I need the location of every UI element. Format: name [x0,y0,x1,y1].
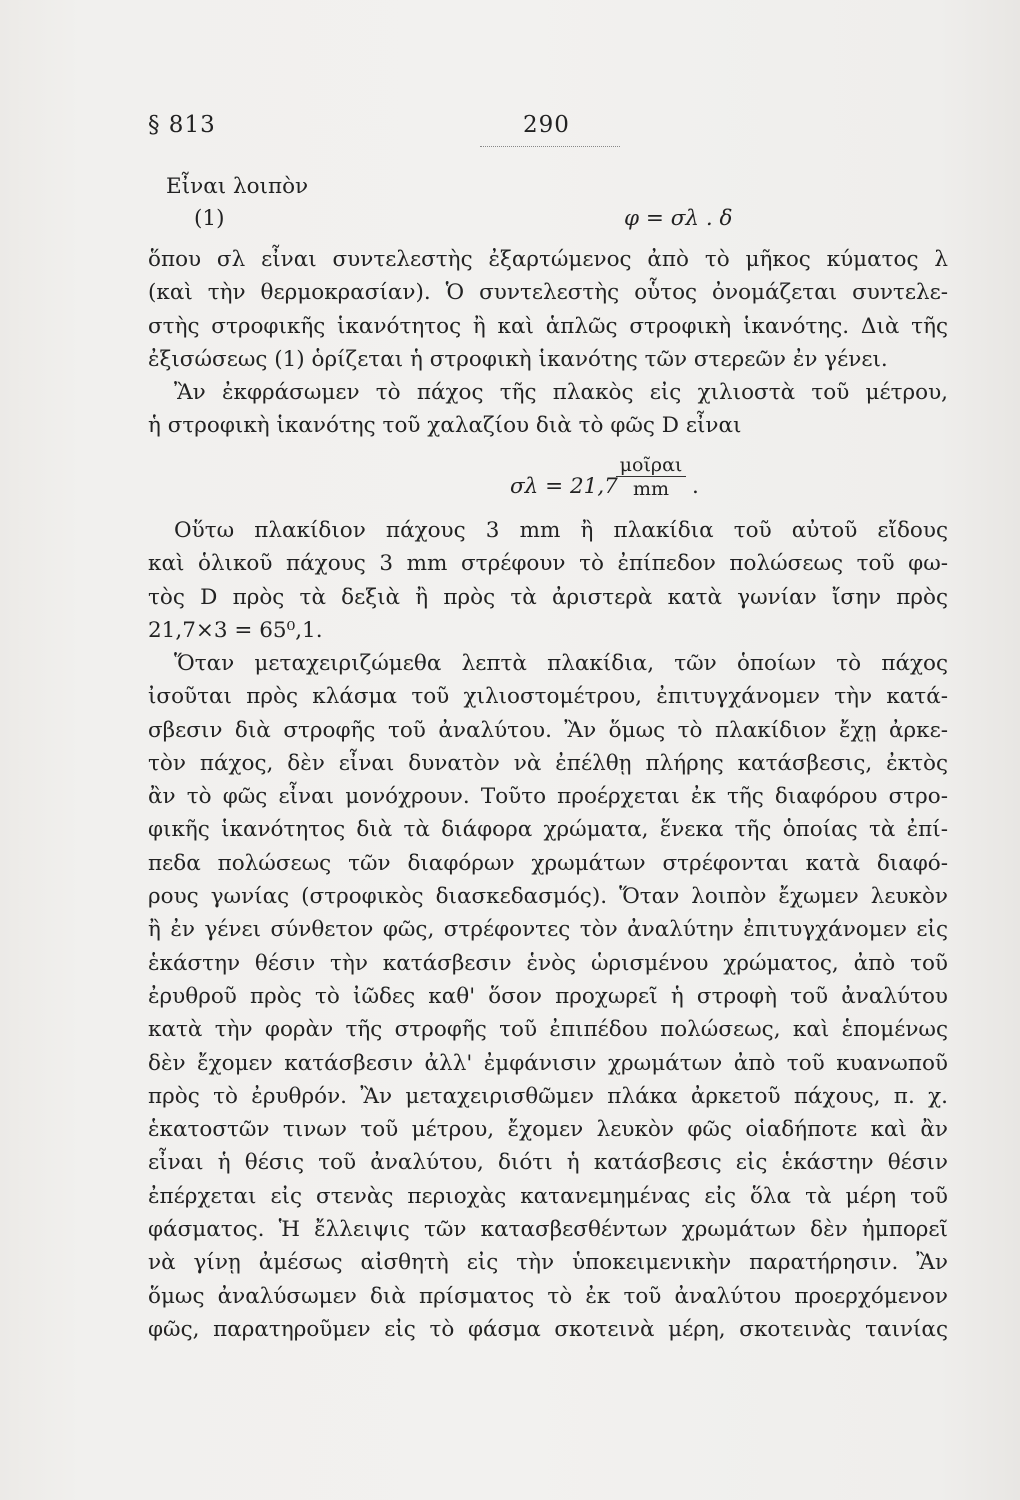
text-line: πρὸς τὸ ἐρυθρόν. Ἂν μεταχειρισθῶμεν πλάκα ἀρκετοῦ πάχους, π. χ. [148,1083,948,1109]
text-line: νὰ γίνῃ ἀμέσως αἰσθητὴ εἰς τὴν ὑποκειμενικὴν παρατήρησιν. Ἂν [148,1250,948,1276]
text-line: σβεσιν διὰ στροφῆς τοῦ ἀναλύτου. Ἂν ὅμως τὸ πλακίδιον ἔχῃ ἀρκε- [148,717,948,743]
text-line: ἐρυθροῦ πρὸς τὸ ἰῶδες καθ' ὅσον προχωρεῖ ἡ στροφὴ τοῦ ἀναλύτου [148,983,948,1009]
equation-1 [148,206,948,240]
text-line: Ὅταν μεταχειριζώμεθα λεπτὰ πλακίδια, τῶν ὁποίων τὸ πάχος [174,651,948,676]
text-line: ἑκάστην θέσιν τὴν κατάσβεσιν ἑνὸς ὡρισμένου χρώματος, ἀπὸ τοῦ [148,950,948,976]
text-line: ἡ στροφικὴ ἱκανότης τοῦ χαλαζίου διὰ τὸ φῶς D εἶναι [148,413,742,439]
paragraph-2 [148,376,948,443]
equation-2-fraction [616,454,686,501]
equation-2-lhs: σλ = 21,7 [510,474,618,499]
intro-line: Εἶναι λοιπὸν [166,174,309,199]
section-number: § 813 [148,112,216,138]
text-line: δὲν ἔχομεν κατάσβεσιν ἀλλ' ἐμφάνισιν χρωμάτων ἀπὸ τοῦ κυανωποῦ [148,1050,948,1076]
equation-2-period: . [692,474,699,499]
text-line: φικῆς ἱκανότητος διὰ τὰ διάφορα χρώματα, ἕνεκα τῆς ὁποίας τὰ ἐπί- [148,817,948,843]
text-line: ἰσοῦται πρὸς κλάσμα τοῦ χιλιοστομέτρου, ἐπιτυγχάνομεν τὴν κατά- [148,684,948,710]
equation-1-label: (1) [194,206,225,231]
paragraph-1 [148,243,948,376]
text-line: εἶναι ἡ θέσις τοῦ ἀναλύτου, διότι ἡ κατάσβεσις εἰς ἑκάστην θέσιν [148,1150,948,1176]
text-line: ἐξισώσεως (1) ὁρίζεται ἡ στροφικὴ ἱκανότης τῶν στερεῶν ἐν γένει. [148,346,888,372]
paragraph-3 [148,514,948,647]
text-line: ἂν τὸ φῶς εἶναι μονόχρουν. Τοῦτο προέρχεται ἐκ τῆς διαφόρου στρο- [148,784,948,810]
equation-2 [510,454,736,514]
text-line: καὶ ὁλικοῦ πάχους 3 mm στρέφουν τὸ ἐπίπεδον πολώσεως τοῦ φω- [148,551,948,577]
text-line: ρους γωνίας (στροφικὸς διασκεδασμός). Ὅταν λοιπὸν ἔχωμεν λευκὸν [148,884,948,910]
text-line: φάσματος. Ἡ ἔλλειψις τῶν κατασβεσθέντων χρωμάτων δὲν ἠμπορεῖ [148,1217,948,1243]
page-header [148,112,948,152]
text-line: κατὰ τὴν φορὰν τῆς στροφῆς τοῦ ἐπιπέδου πολώσεως, καὶ ἑπομένως [148,1017,948,1043]
equation-2-numerator: μοῖραι [616,454,686,477]
equation-1-expression: φ = σλ . δ [624,206,733,231]
text-line: ὅμως ἀναλύσωμεν διὰ πρίσματος τὸ ἐκ τοῦ ἀναλύτου προερχόμενον [148,1283,948,1309]
text-line: (καὶ τὴν θερμοκρασίαν). Ὁ συντελεστὴς οὗτος ὀνομάζεται συντελε- [148,280,948,306]
text-line: τὸν πάχος, δὲν εἶναι δυνατὸν νὰ ἐπέλθῃ πλήρης κατάσβεσις, ἐκτὸς [148,750,948,776]
text-line: 21,7×3 = 65⁰,1. [148,617,323,643]
text-line: ἑκατοστῶν τινων τοῦ μέτρου, ἔχομεν λευκὸν φῶς οἱαδήποτε καὶ ἂν [148,1117,948,1143]
page-number-underline [480,146,620,147]
text-line: πεδα πολώσεως τῶν διαφόρων χρωμάτων στρέφονται κατὰ διαφό- [148,850,948,876]
equation-2-denominator: mm [632,478,670,500]
text-line: τὸς D πρὸς τὰ δεξιὰ ἢ πρὸς τὰ ἀριστερὰ κατὰ γωνίαν ἴσην πρὸς [148,584,948,610]
text-line: Ἂν ἐκφράσωμεν τὸ πάχος τῆς πλακὸς εἰς χιλιοστὰ τοῦ μέτρου, [174,380,948,405]
text-line: ἐπέρχεται εἰς στενὰς περιοχὰς κατανεμημένας εἰς ὅλα τὰ μέρη τοῦ [148,1183,948,1209]
text-line: Οὕτω πλακίδιον πάχους 3 mm ἢ πλακίδια τοῦ αὐτοῦ εἴδους [174,518,948,543]
text-line: στὴς στροφικῆς ἱκανότητος ἢ καὶ ἁπλῶς στροφικὴ ἱκανότης. Διὰ τῆς [148,313,948,339]
text-line: ὅπου σλ εἶναι συντελεστὴς ἐξαρτώμενος ἀπὸ τὸ μῆκος κύματος λ [148,247,948,272]
text-line: φῶς, παρατηροῦμεν εἰς τὸ φάσμα σκοτεινὰ μέρη, σκοτεινὰς ταινίας [148,1316,948,1342]
paragraph-4 [148,647,948,1346]
page-number: 290 [523,112,570,138]
text-line: ἢ ἐν γένει σύνθετον φῶς, στρέφοντες τὸν ἀναλύτην ἐπιτυγχάνομεν εἰς [148,917,948,943]
